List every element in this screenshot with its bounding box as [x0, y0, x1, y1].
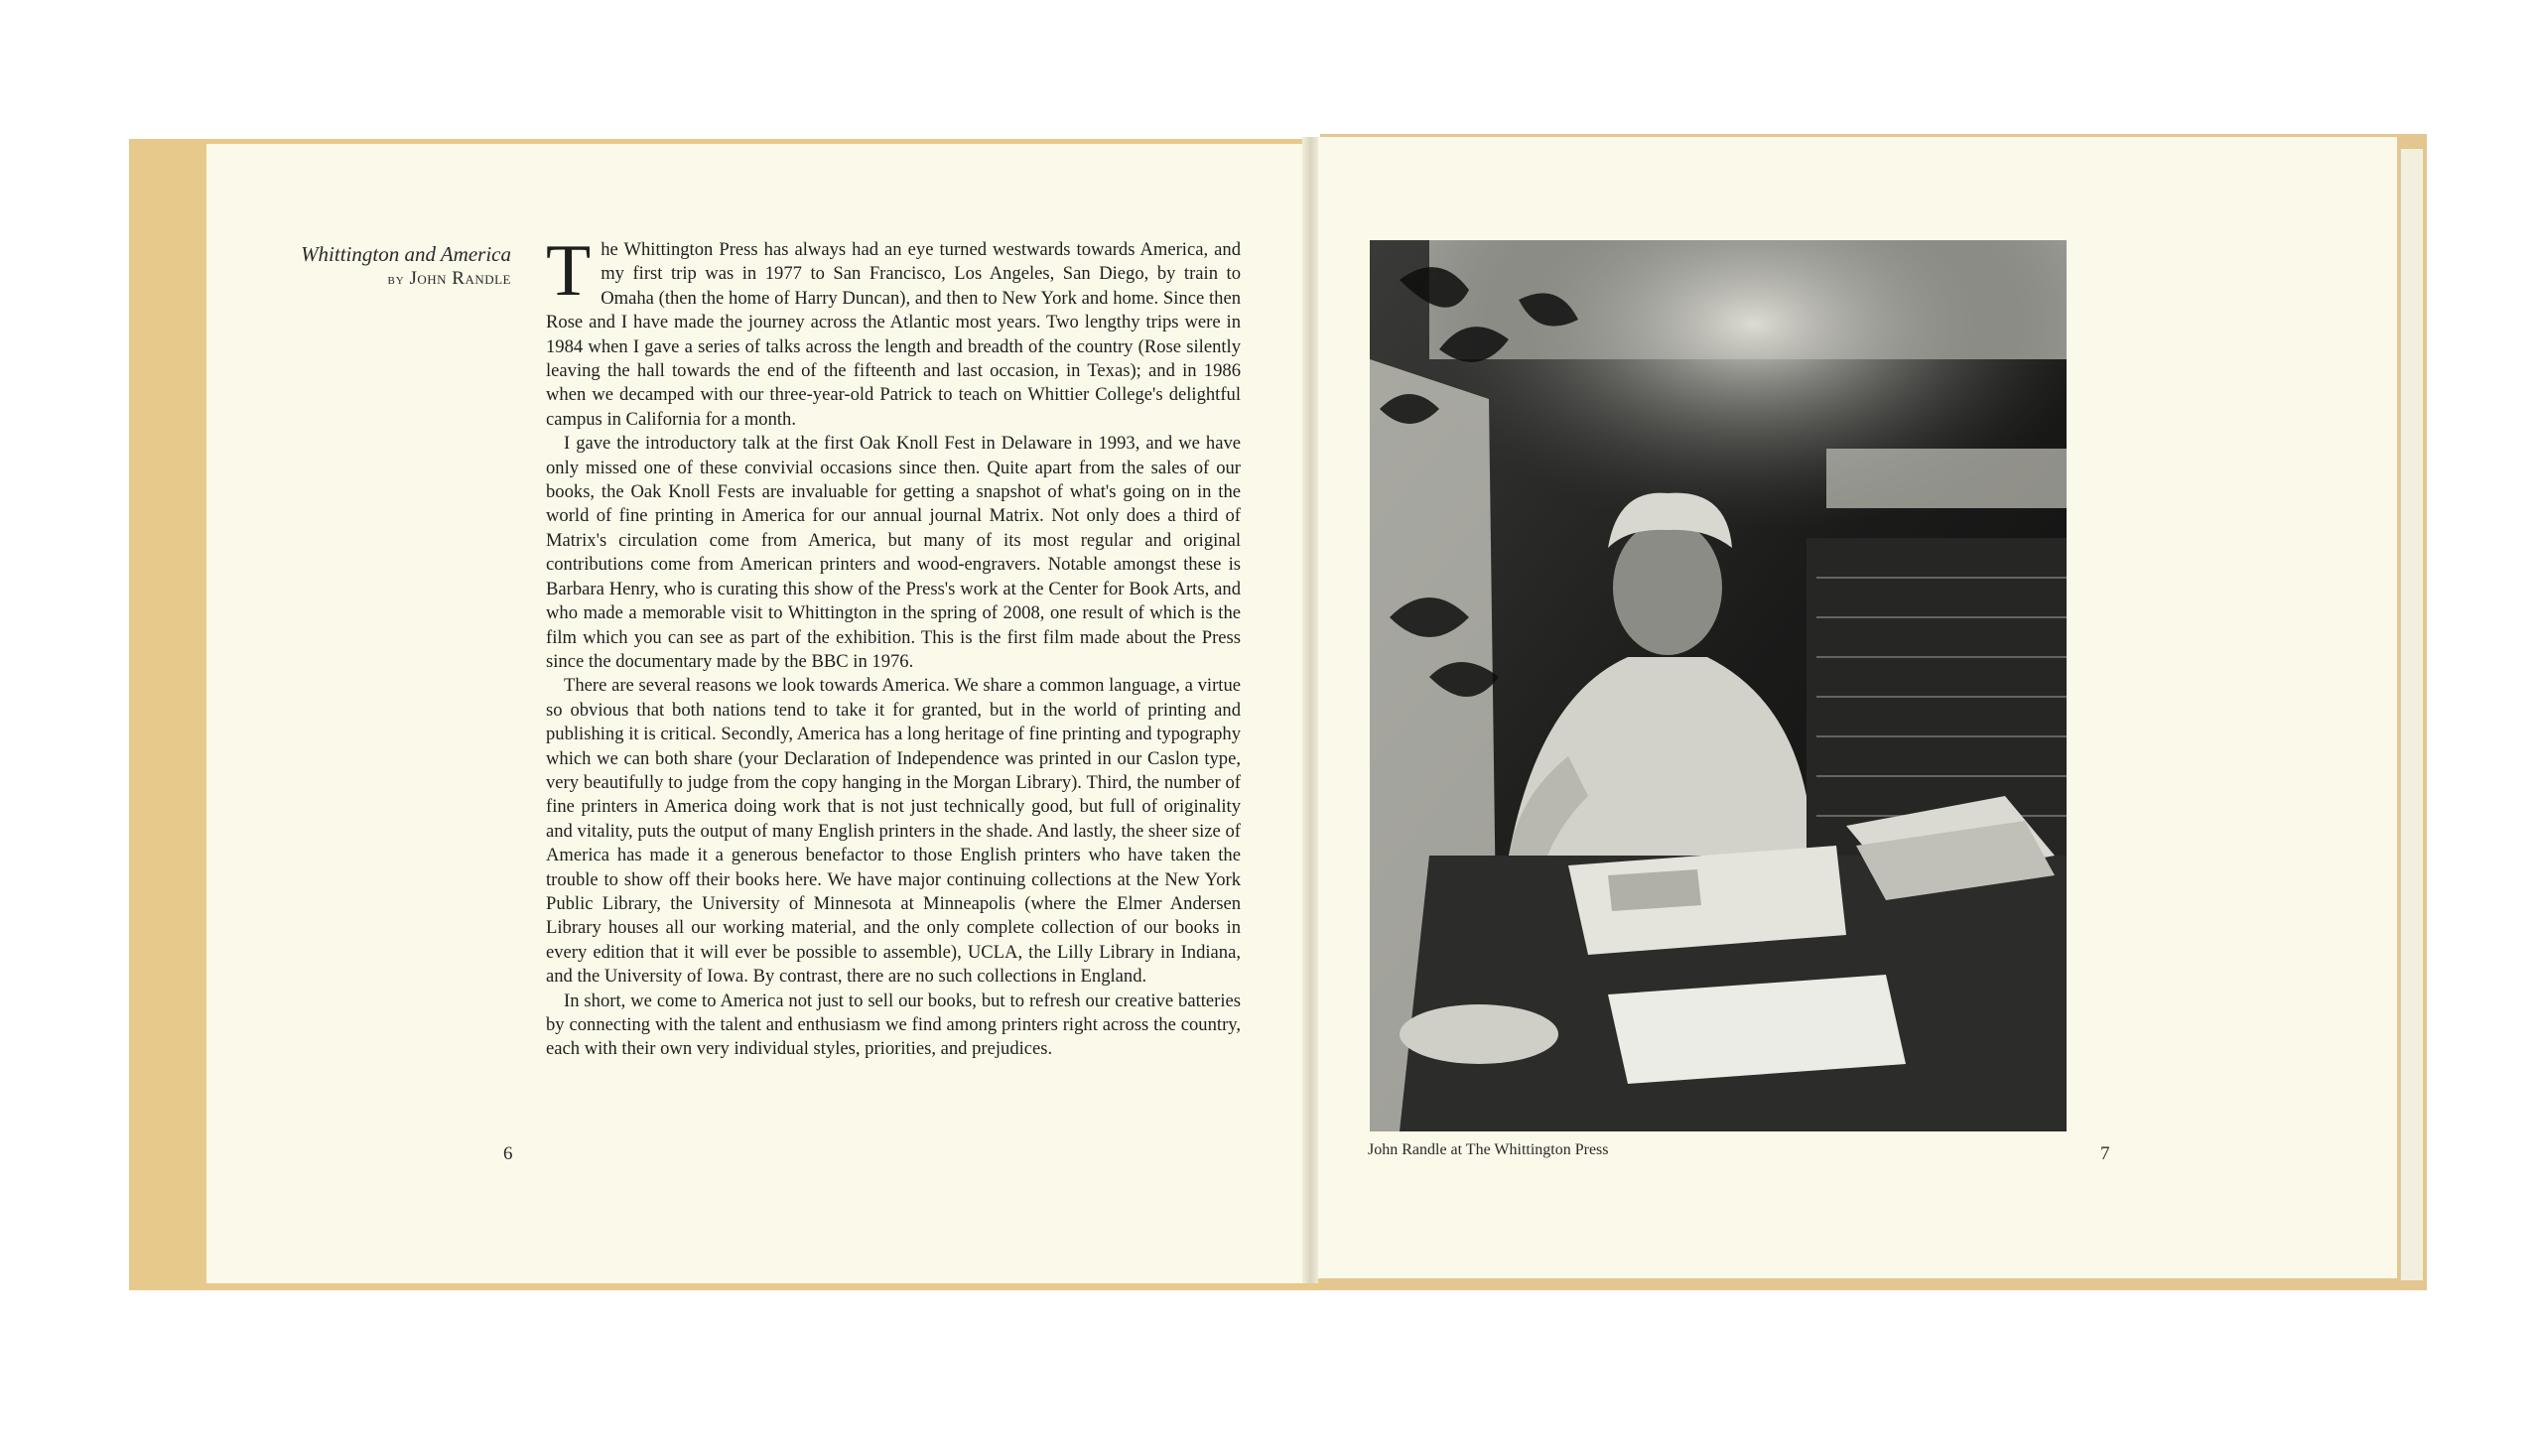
- drop-cap: T: [546, 230, 592, 312]
- paragraph-1: [546, 230, 1241, 432]
- article-title: Whittington and America: [301, 242, 511, 266]
- article-author: John Randle: [409, 268, 511, 289]
- paragraph-3: There are several reasons we look towards America. We share a common language, a virtue so obvious that both nations tend to take it for granted, but in the world of printing and publishing it is critical. Secondly, America has a long heritage of fine printing and typography which we can both share (your Declaration of Independence was printed in our Caslon type, very beautifully to judge from the copy hanging in the Morgan Library). Third, the number of fine printers in America doing work that is not just technically good, but full of originality and vitality, puts the output of many English printers in the shade. And lastly, the sheer size of America has made it a generous benefactor to those English printers who have taken the trouble to show off their books here. We have major continuing collections at the New York Public Library, the University of Minnesota at Minneapolis (where the Elmer Andersen Library houses all our working material, and the only complete collection of our books in every edition that it will ever be possible to assemble), UCLA, the Lilly Library in Indiana, and the University of Iowa. By contrast, there are no such collections in England.: [546, 675, 1241, 988]
- book-gutter: [1302, 137, 1318, 1283]
- page-number-left: 6: [503, 1143, 513, 1164]
- page-number-right: 7: [2100, 1143, 2110, 1164]
- byline-prefix: by: [387, 272, 405, 288]
- paragraph-4: In short, we come to America not just to sell our books, but to refresh our creative batteries by connecting with the talent and enthusiasm we find among printers right across the country, each with their own very individual styles, priorities, and prejudices.: [546, 990, 1241, 1060]
- article-byline: [243, 267, 511, 292]
- page-edge-right: [2400, 149, 2423, 1280]
- paragraph-2: I gave the introductory talk at the first Oak Knoll Fest in Delaware in 1993, and we have only missed one of these convivial occasions since then. Quite apart from the sales of our books, the Oak Knoll Fests are invaluable for getting a snapshot of what's going on in the world of fine printing in America for our annual journal Matrix. Not only does a third of Matrix's circulation come from America, but many of its most regular and original contributions come from American printers and wood-engravers. Notable amongst these is Barbara Henry, who is curating this show of the Press's work at the Center for Book Arts, and who made a memorable visit to Whittington in the spring of 2008, one result of which is the film which you can see as part of the exhibition. This is the first film made about the Press since the documentary made by the BBC in 1976.: [546, 433, 1241, 672]
- photograph-illustration: [1370, 240, 2067, 1131]
- paragraph-text: he Whittington Press has always had an eye turned westwards towards America, and my first trip was in 1977 to San Francisco, Los Angeles, San Diego, by train to Omaha (then the home of Harry Duncan), and then to New York and home. Since then Rose and I have made the journey across the Atlantic most years. Two lengthy trips were in 1984 when I gave a series of talks across the length and breadth of the country (Rose silently leaving the hall towards the end of the fifteenth and last occasion, in Texas); and in 1986 when we decamped with our three-year-old Patrick to teach on Whittier College's delightful campus in California for a month.: [546, 239, 1241, 430]
- article-body: [546, 230, 1241, 1062]
- article-heading: [243, 241, 511, 292]
- photograph: [1370, 240, 2067, 1131]
- photo-caption: John Randle at The Whittington Press: [1368, 1141, 1609, 1158]
